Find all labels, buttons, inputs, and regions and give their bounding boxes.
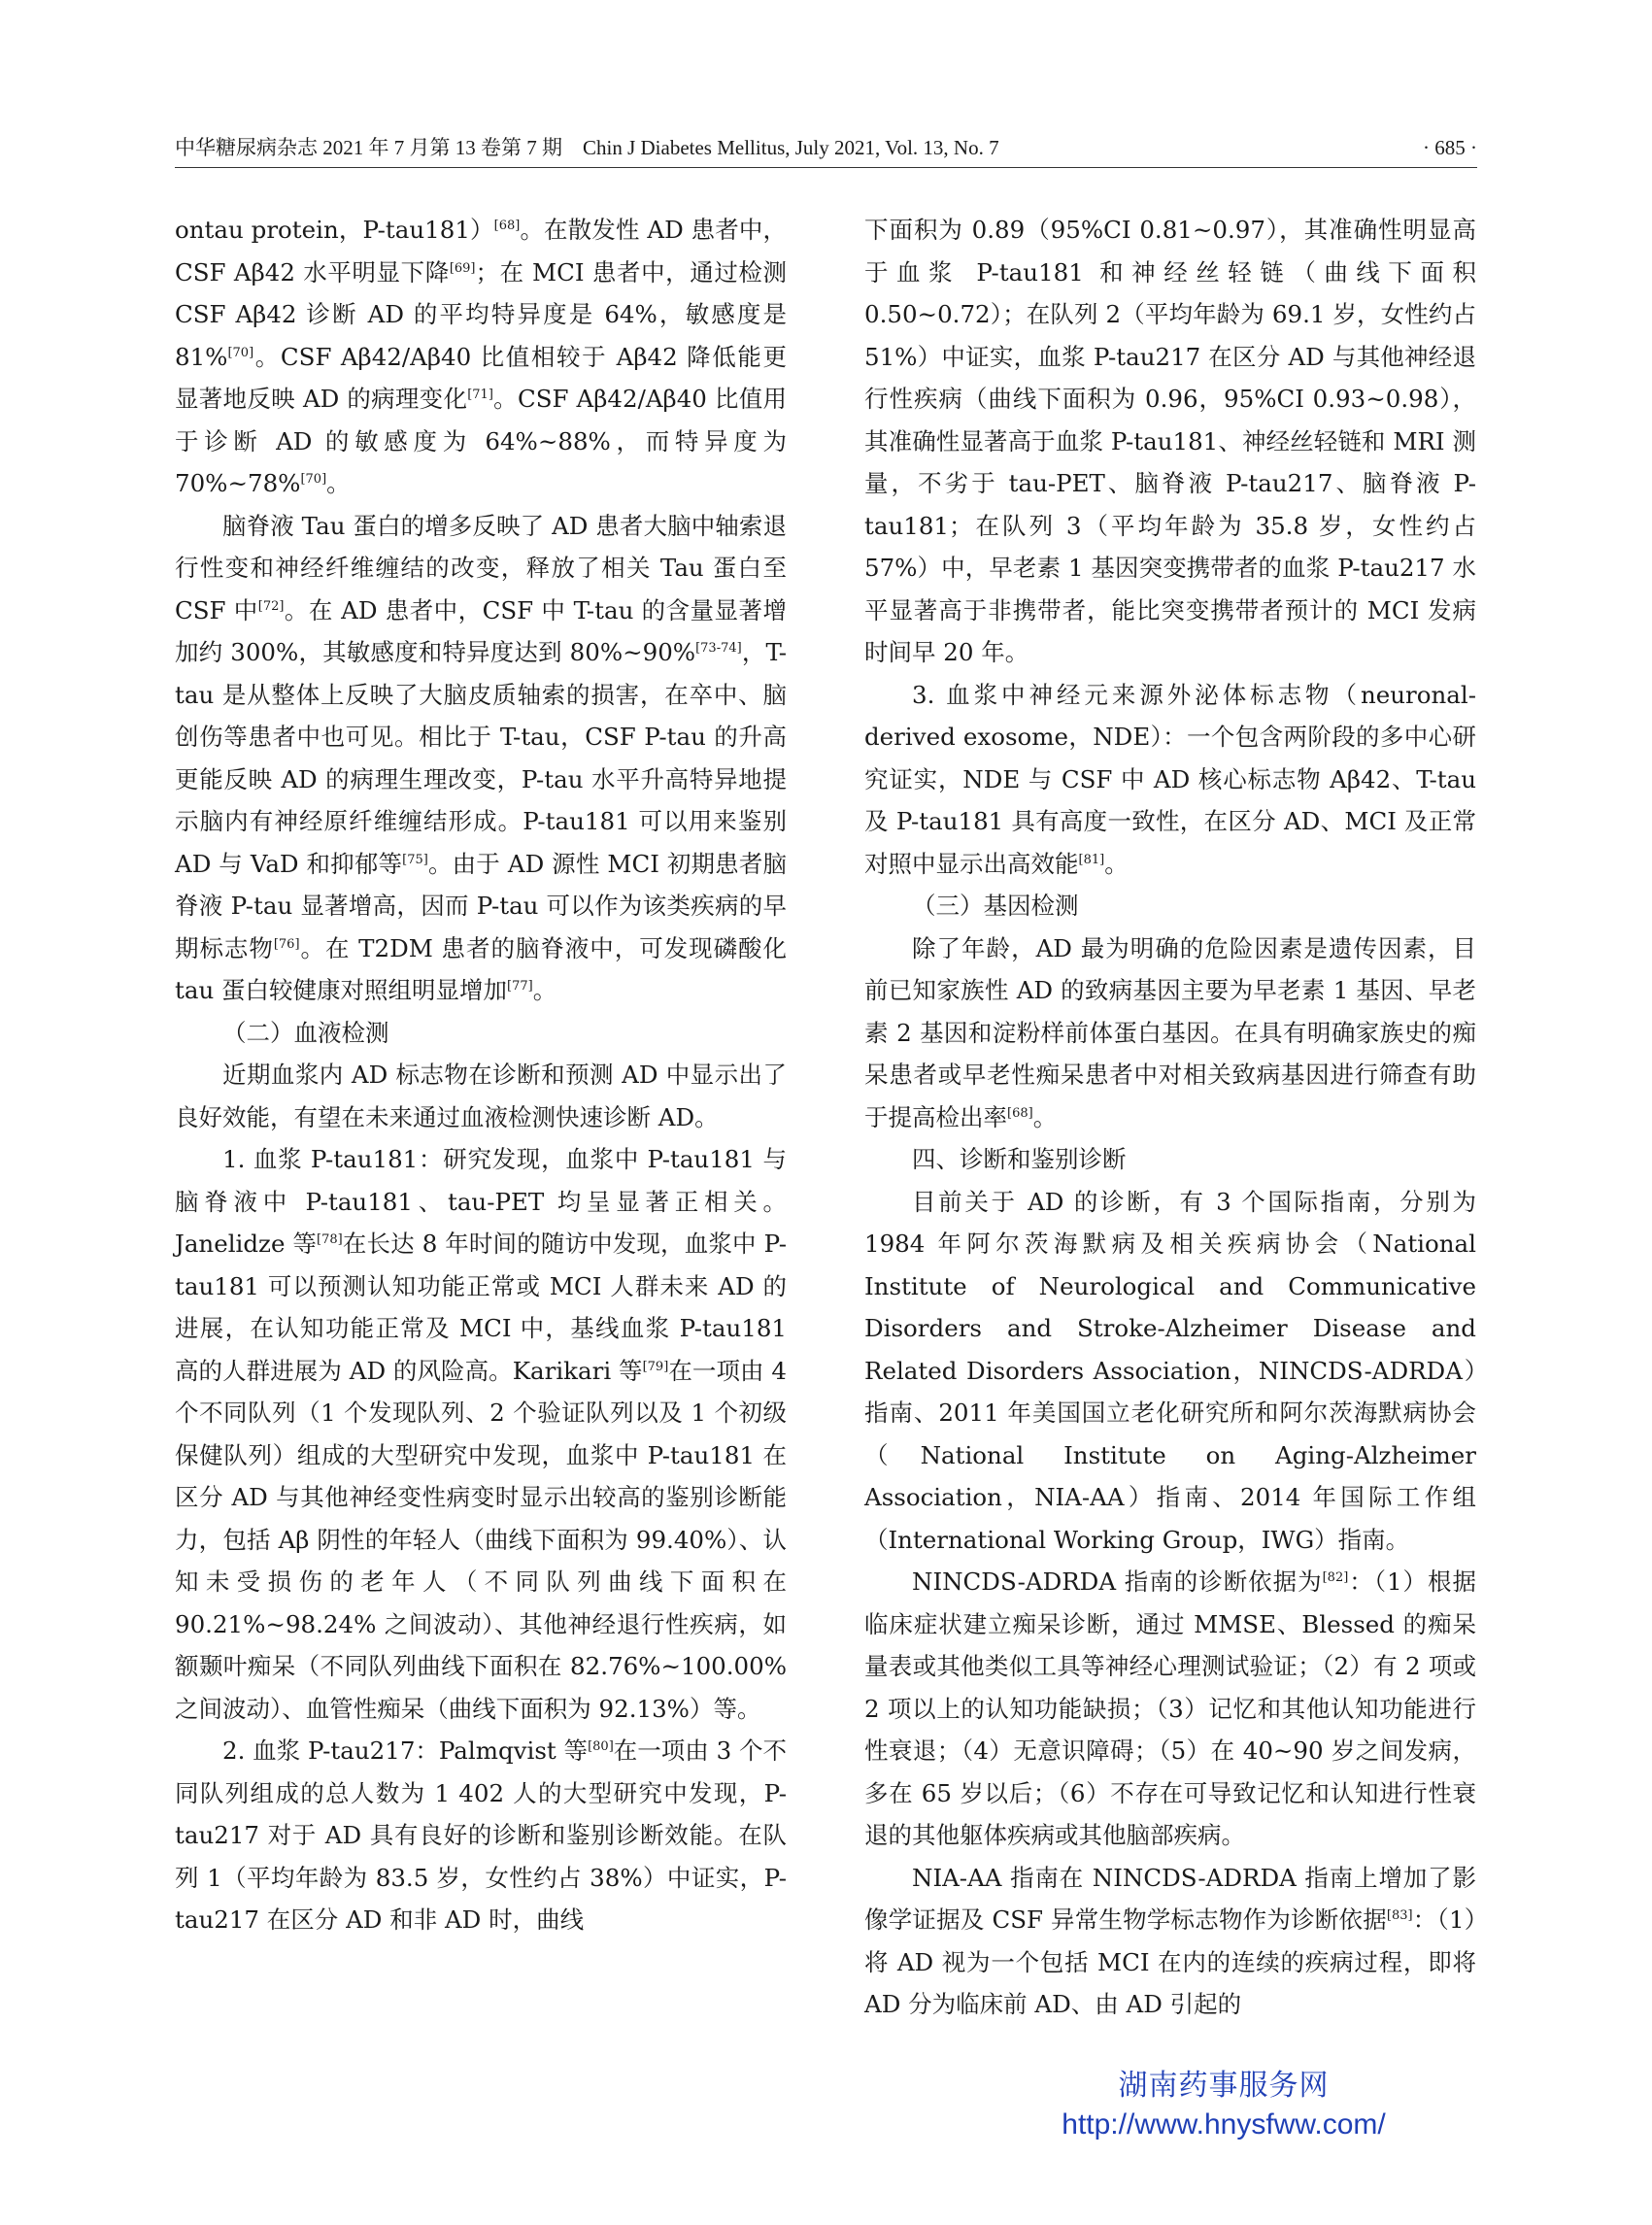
citation: [82] bbox=[1322, 1570, 1349, 1585]
running-header bbox=[175, 128, 1477, 168]
citation: [72] bbox=[257, 598, 285, 614]
section-heading: 四、诊断和鉴别诊断 bbox=[912, 1145, 1127, 1173]
watermark-url: http://www.hnysfww.com/ bbox=[1062, 2108, 1386, 2141]
citation: [79] bbox=[642, 1359, 669, 1374]
right-column bbox=[864, 209, 1476, 2026]
paragraph: NIA-AA 指南在 NINCDS-ADRDA 指南上增加了影像学证据及 CSF 异常生物学标志物作为诊断依据[83]：（1）将 AD 视为一个包括 MCI 在内的连续的疾病过程，即将 AD 分为临床前 AD、由 AD 引起的 bbox=[864, 1863, 1476, 2018]
paragraph: ontau protein，P-tau181）[68]。在散发性 AD 患者中，CSF Aβ42 水平明显下降[69]；在 MCI 患者中，通过检测 CSF Aβ42 诊断 AD 的平均特异度是 64%，敏感度是 81%[70]。CSF Aβ42/Aβ40 比值相较于 Aβ42 降低能更显著地反映 AD 的病理变化[71]。CSF Aβ42/Aβ40 比值用于诊断 AD 的敏感度为 64%~88%，而特异度为 70%~78%[70]。 bbox=[175, 216, 787, 497]
citation: [73-74] bbox=[695, 641, 742, 656]
citation: [81] bbox=[1078, 852, 1105, 867]
paragraph: 除了年龄，AD 最为明确的危险因素是遗传因素，目前已知家族性 AD 的致病基因主要为早老素 1 基因、早老素 2 基因和淀粉样前体蛋白基因。在具有明确家族史的痴呆患者或早老性痴呆患者中对相关致病基因进行筛查有助于提高检出率[68]。 bbox=[864, 933, 1476, 1131]
journal-info: 中华糖尿病杂志 2021 年 7 月第 13 卷第 7 期 Chin J Diabetes Mellitus, July 2021, Vol. 13, No. 7 bbox=[175, 136, 999, 159]
paragraph: 2. 血浆 P-tau217：Palmqvist 等[80]在一项由 3 个不同队列组成的总人数为 1 402 人的大型研究中发现，P-tau217 对于 AD 具有良好的诊断和鉴别诊断效能。在队列 1（平均年龄为 83.5 岁，女性约占 38%）中证实，P-tau217 在区分 AD 和非 AD 时，曲线 bbox=[175, 1736, 787, 1934]
paragraph: 脑脊液 Tau 蛋白的增多反映了 AD 患者大脑中轴索退行性变和神经纤维缠结的改变，释放了相关 Tau 蛋白至 CSF 中[72]。在 AD 患者中，CSF 中 T-tau 的含量显著增加约 300%，其敏感度和特异度达到 80%~90%[73-74]，T-tau 是从整体上反映了大脑皮质轴索的损害，在卒中、脑创伤等患者中也可见。相比于 T-tau，CSF P-tau 的升高更能反映 AD 的病理生理改变，P-tau 水平升高特异地提示脑内有神经原纤维缠结形成。P-tau181 可以用来鉴别 AD 与 VaD 和抑郁等[75]。由于 AD 源性 MCI 初期患者脑脊液 P-tau 显著增高，因而 P-tau 可以作为该类疾病的早期标志物[76]。在 T2DM 患者的脑脊液中，可发现磷酸化 tau 蛋白较健康对照组明显增加[77]。 bbox=[175, 511, 788, 1004]
citation: [71] bbox=[467, 388, 493, 402]
left-column bbox=[175, 209, 787, 1941]
citation: [77] bbox=[507, 979, 533, 994]
watermark-site-name: 湖南药事服务网 bbox=[1118, 2069, 1330, 2103]
citation: [83] bbox=[1386, 1908, 1413, 1923]
citation: [80] bbox=[588, 1739, 614, 1754]
citation: [68] bbox=[1007, 1105, 1033, 1121]
paragraph: 3. 血浆中神经元来源外泌体标志物（neuronal-derived exosome，NDE）：一个包含两阶段的多中心研究证实，NDE 与 CSF 中 AD 核心标志物 Aβ42、T-tau 及 P-tau181 具有高度一致性，在区分 AD、MCI 及正常对照中显示出高效能[81]。 bbox=[864, 680, 1476, 878]
paragraph: 目前关于 AD 的诊断，有 3 个国际指南，分别为 1984 年阿尔茨海默病及相关疾病协会（National Institute of Neurological and Communicative Disorders and Stroke-Alzheimer Disease and Related Disorders Association，NINCDS-ADRDA）指南、2011 年美国国立老化研究所和阿尔茨海默病协会（National Institute on Aging-Alzheimer Association，NIA-AA）指南、2014 年国际工作组（International Working Group，IWG）指南。 bbox=[864, 1187, 1476, 1554]
citation: [70] bbox=[227, 345, 254, 360]
citation: [78] bbox=[317, 1232, 343, 1247]
citation: [76] bbox=[273, 936, 300, 952]
paragraph: NINCDS-ADRDA 指南的诊断依据为[82]：（1）根据临床症状建立痴呆诊断，通过 MMSE、Blessed 的痴呆量表或其他类似工具等神经心理测试验证；（2）有 2 项或 2 项以上的认知功能缺损；（3）记忆和其他认知功能进行性衰退；（4）无意识障碍；（5）在 40~90 岁之间发病，多在 65 岁以后；（6）不存在可导致记忆和认知进行性衰退的其他躯体疾病或其他脑部疾病。 bbox=[864, 1568, 1476, 1849]
section-heading: （二）血液检测 bbox=[222, 1018, 389, 1047]
citation: [68] bbox=[493, 219, 521, 233]
section-heading: （三）基因检测 bbox=[912, 892, 1079, 920]
paragraph: 下面积为 0.89（95%CI 0.81~0.97），其准确性明显高于血浆 P-tau181 和神经丝轻链（曲线下面积 0.50~0.72）；在队列 2（平均年龄为 69.1 岁，女性约占 51%）中证实，血浆 P-tau217 在区分 AD 与其他神经退行性疾病（曲线下面积为 0.96，95%CI 0.93~0.98），其准确性显著高于血浆 P-tau181、神经丝轻链和 MRI 测量，不劣于 tau-PET、脑脊液 P-tau217、脑脊液 P-tau181；在队列 3（平均年龄为 35.8 岁，女性约占 57%）中，早老素 1 基因突变携带者的血浆 P-tau217 水平显著高于非携带者，能比突变携带者预计的 MCI 发病时间早 20 年。 bbox=[864, 216, 1476, 666]
citation: [75] bbox=[402, 852, 428, 867]
citation: [69] bbox=[449, 260, 476, 276]
citation: [70] bbox=[300, 472, 327, 487]
paragraph: 1. 血浆 P-tau181：研究发现，血浆中 P-tau181 与脑脊液中 P-tau181、tau-PET 均呈显著正相关。Janelidze 等[78]在长达 8 年时间的随访中发现，血浆中 P-tau181 可以预测认知功能正常或 MCI 人群未来 AD 的进展，在认知功能正常及 MCI 中，基线血浆 P-tau181 高的人群进展为 AD 的风险高。Karikari 等[79]在一项由 4 个不同队列（1 个发现队列、2 个验证队列以及 1 个初级保健队列）组成的大型研究中发现，血浆中 P-tau181 在区分 AD 与其他神经变性病变时显示出较高的鉴别诊断能力，包括 Aβ 阴性的年轻人（曲线下面积为 99.40%）、认知未受损伤的老年人（不同队列曲线下面积在 90.21%~98.24% 之间波动）、其他神经退行性疾病，如额颞叶痴呆（不同队列曲线下面积在 82.76%~100.00% 之间波动）、血管性痴呆（曲线下面积为 92.13%）等。 bbox=[175, 1145, 787, 1723]
paragraph: 近期血浆内 AD 标志物在诊断和预测 AD 中显示出了良好效能，有望在未来通过血液检测快速诊断 AD。 bbox=[175, 1061, 787, 1131]
page-number: · 685 · bbox=[1423, 136, 1477, 159]
watermark bbox=[1010, 2067, 1437, 2144]
